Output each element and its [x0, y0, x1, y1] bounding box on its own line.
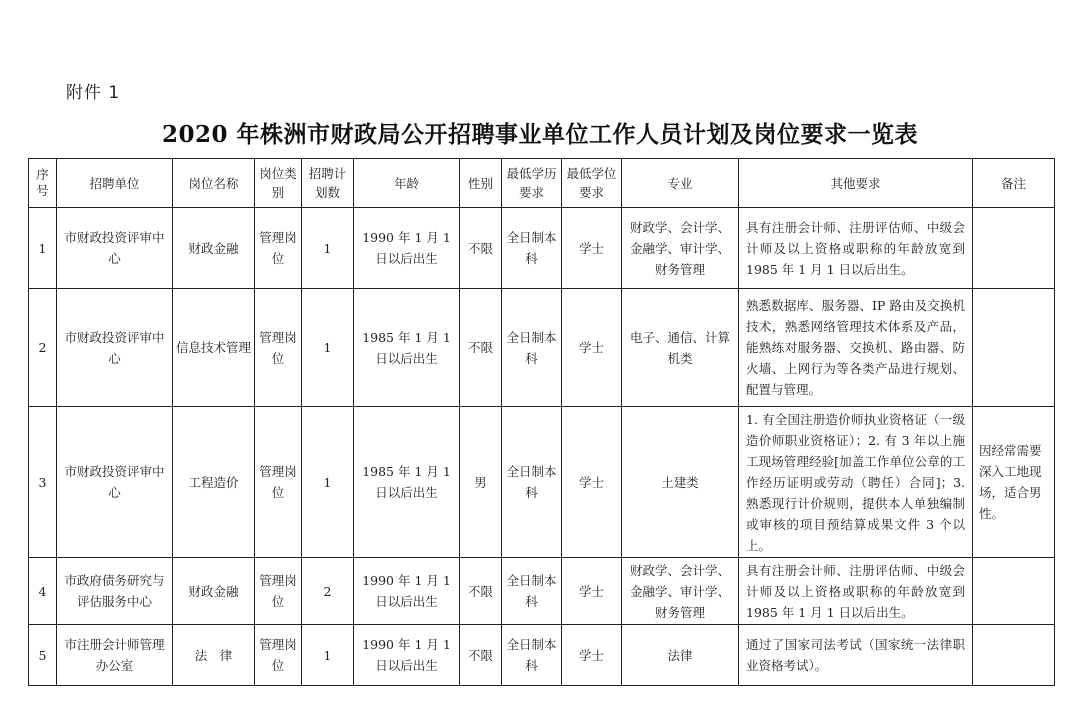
row-other: 通过了国家司法考试（国家统一法律职业资格考试）。: [739, 625, 973, 686]
row-remark: [973, 558, 1055, 625]
row-no: 1: [29, 208, 57, 289]
header-post: 岗位名称: [173, 159, 255, 208]
header-category: 岗位类别: [255, 159, 302, 208]
row-major: 财政学、会计学、金融学、审计学、财务管理: [622, 558, 739, 625]
row-other: 具有注册会计师、注册评估师、中级会计师及以上资格或职称的年龄放宽到 1985 年 1 月 1 日以后出生。: [739, 208, 973, 289]
row-category: 管理岗位: [255, 289, 302, 407]
row-category: 管理岗位: [255, 625, 302, 686]
row-post: 信息技术管理: [173, 289, 255, 407]
header-age: 年龄: [354, 159, 460, 208]
row-age: 1990 年 1 月 1 日以后出生: [354, 558, 460, 625]
row-post: 财政金融: [173, 208, 255, 289]
table-row: [29, 289, 1055, 407]
header-remark: 备注: [973, 159, 1055, 208]
row-education: 全日制本科: [502, 289, 562, 407]
row-no: 2: [29, 289, 57, 407]
row-education: 全日制本科: [502, 208, 562, 289]
row-post: 法 律: [173, 625, 255, 686]
recruitment-table: [28, 158, 1055, 686]
row-other: 熟悉数据库、服务器、IP 路由及交换机技术，熟悉网络管理技术体系及产品，能熟练对服务器、交换机、路由器、防火墙、上网行为等各类产品进行规划、配置与管理。: [739, 289, 973, 407]
row-major: 土建类: [622, 407, 739, 558]
row-education: 全日制本科: [502, 558, 562, 625]
header-other: 其他要求: [739, 159, 973, 208]
document-title: 2020 年株洲市财政局公开招聘事业单位工作人员计划及岗位要求一览表: [161, 121, 919, 148]
row-gender: 不限: [460, 208, 502, 289]
row-post: 工程造价: [173, 407, 255, 558]
table-row: [29, 407, 1055, 558]
row-age: 1990 年 1 月 1 日以后出生: [354, 625, 460, 686]
table-row: [29, 558, 1055, 625]
row-gender: 不限: [460, 625, 502, 686]
row-post: 财政金融: [173, 558, 255, 625]
row-degree: 学士: [562, 289, 622, 407]
attachment-label: 附件 1: [66, 83, 121, 103]
row-no: 3: [29, 407, 57, 558]
header-plan: 招聘计划数: [302, 159, 354, 208]
row-remark: [973, 208, 1055, 289]
row-category: 管理岗位: [255, 558, 302, 625]
row-major: 财政学、会计学、金融学、审计学、财务管理: [622, 208, 739, 289]
row-major: 法律: [622, 625, 739, 686]
table-row: [29, 625, 1055, 686]
row-age: 1985 年 1 月 1 日以后出生: [354, 407, 460, 558]
header-no: 序号: [29, 159, 57, 208]
row-gender: 不限: [460, 558, 502, 625]
row-category: 管理岗位: [255, 208, 302, 289]
row-unit: 市财政投资评审中心: [57, 289, 173, 407]
header-degree: 最低学位要求: [562, 159, 622, 208]
row-major: 电子、通信、计算机类: [622, 289, 739, 407]
table-row: [29, 208, 1055, 289]
row-unit: 市政府债务研究与评估服务中心: [57, 558, 173, 625]
row-no: 4: [29, 558, 57, 625]
row-remark: [973, 625, 1055, 686]
row-plan: 1: [302, 407, 354, 558]
row-plan: 1: [302, 289, 354, 407]
row-remark: [973, 289, 1055, 407]
row-gender: 男: [460, 407, 502, 558]
row-unit: 市财政投资评审中心: [57, 208, 173, 289]
row-unit: 市财政投资评审中心: [57, 407, 173, 558]
row-plan: 1: [302, 625, 354, 686]
row-other: 具有注册会计师、注册评估师、中级会计师及以上资格或职称的年龄放宽到 1985 年 1 月 1 日以后出生。: [739, 558, 973, 625]
row-gender: 不限: [460, 289, 502, 407]
row-degree: 学士: [562, 208, 622, 289]
row-age: 1985 年 1 月 1 日以后出生: [354, 289, 460, 407]
row-education: 全日制本科: [502, 407, 562, 558]
row-category: 管理岗位: [255, 407, 302, 558]
row-degree: 学士: [562, 407, 622, 558]
header-major: 专业: [622, 159, 739, 208]
row-unit: 市注册会计师管理办公室: [57, 625, 173, 686]
row-no: 5: [29, 625, 57, 686]
table-header-row: [29, 159, 1055, 208]
header-education: 最低学历要求: [502, 159, 562, 208]
header-gender: 性别: [460, 159, 502, 208]
row-education: 全日制本科: [502, 625, 562, 686]
row-plan: 2: [302, 558, 354, 625]
row-plan: 1: [302, 208, 354, 289]
row-degree: 学士: [562, 625, 622, 686]
row-remark: 因经常需要深入工地现场，适合男性。: [973, 407, 1055, 558]
row-age: 1990 年 1 月 1 日以后出生: [354, 208, 460, 289]
row-degree: 学士: [562, 558, 622, 625]
row-other: 1. 有全国注册造价师执业资格证（一级造价师职业资格证）；2. 有 3 年以上施工现场管理经验[加盖工作单位公章的工作经历证明或劳动（聘任）合同]；3. 熟悉现行计价规则，提供本人单独编制或审核的项目预结算成果文件 3 个以上。: [739, 407, 973, 558]
header-unit: 招聘单位: [57, 159, 173, 208]
